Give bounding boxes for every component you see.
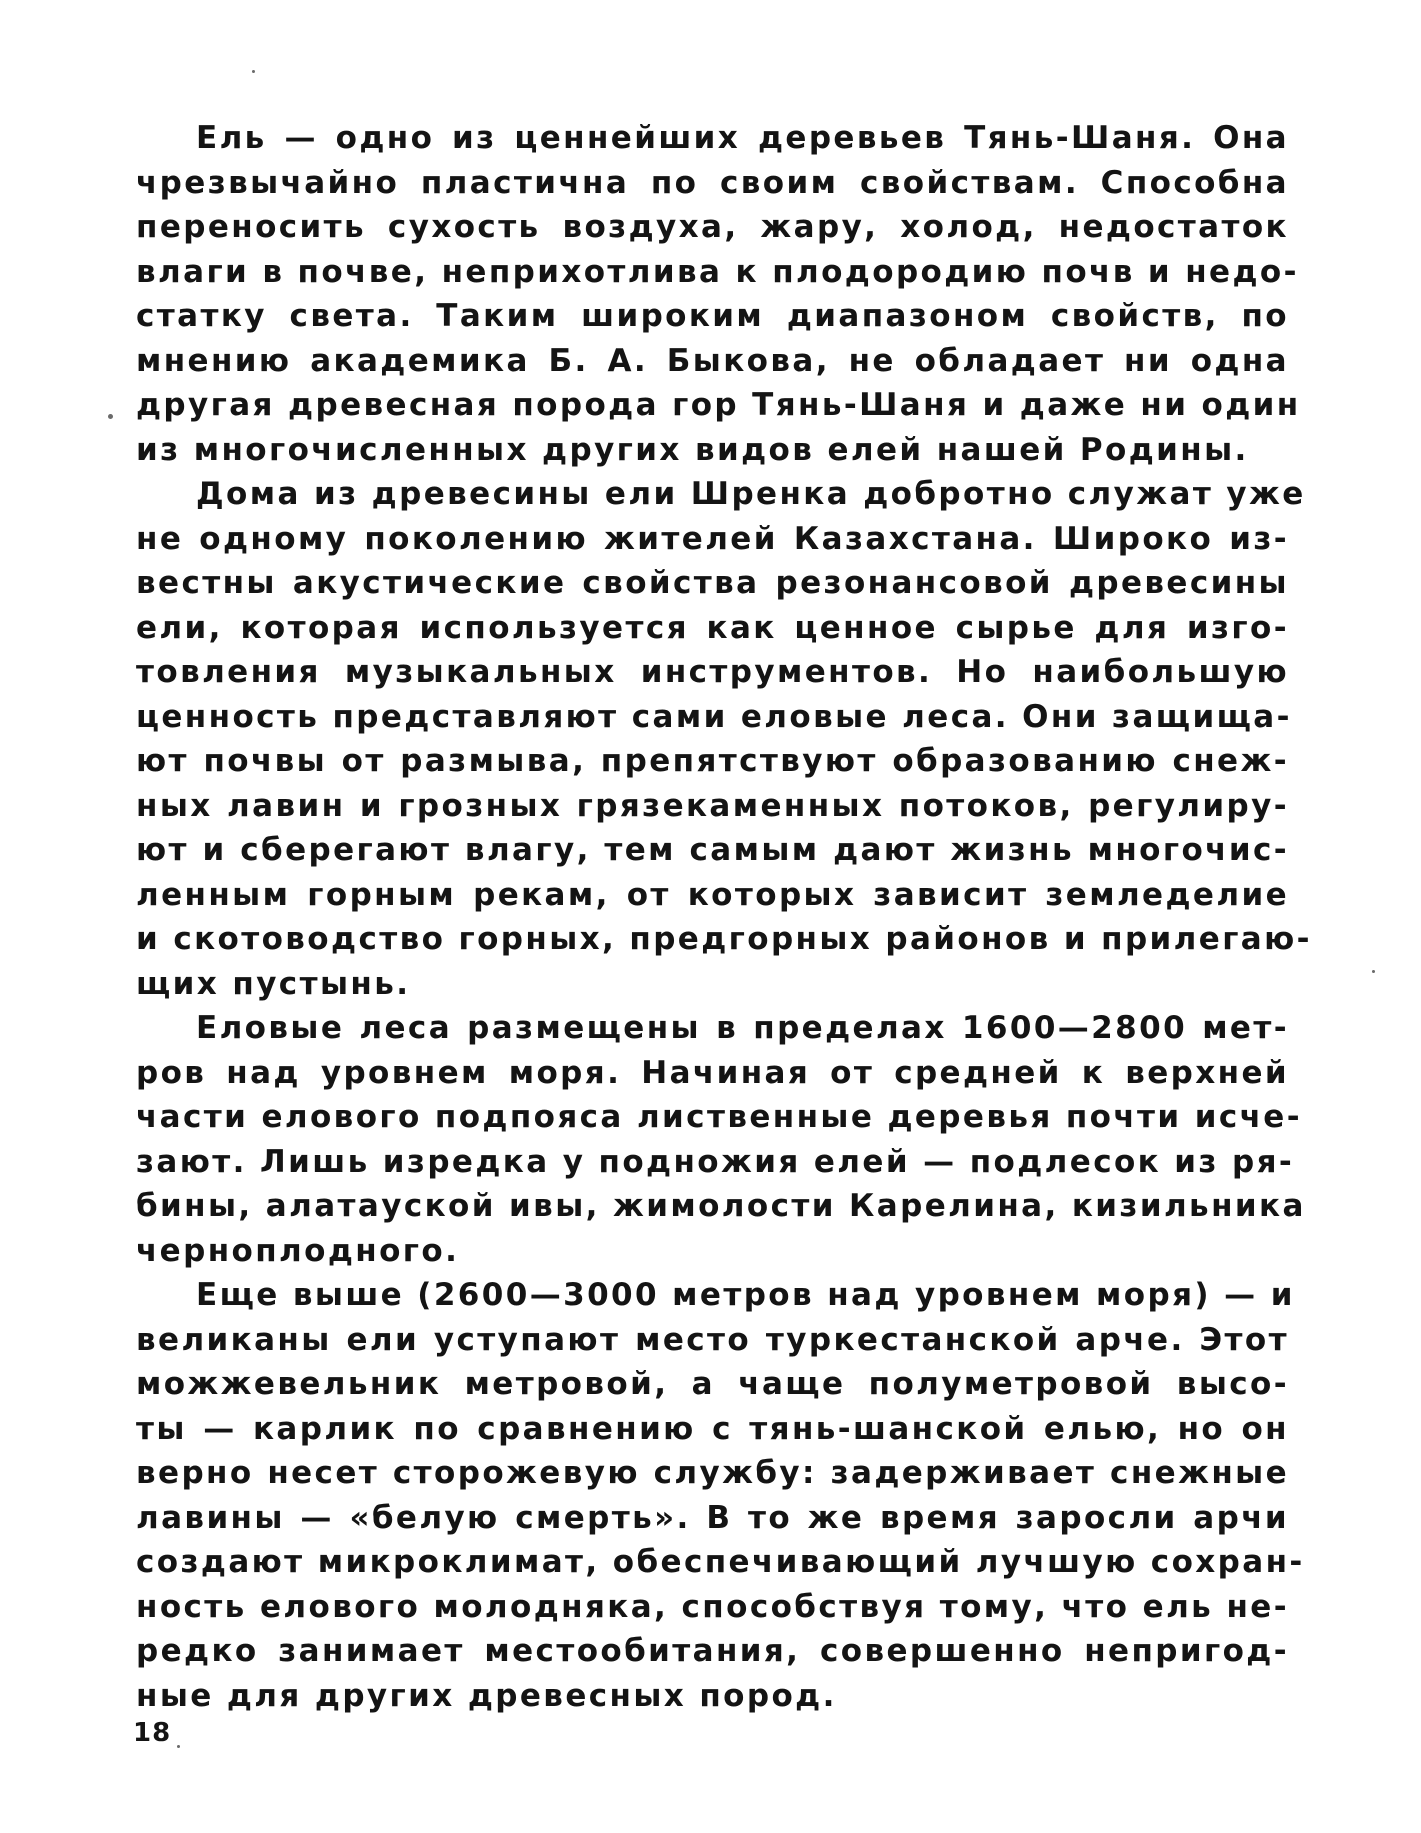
text-line: великаны ели уступают место туркестанской арче. Этот [136, 1321, 1289, 1358]
text-line: ров над уровнем моря. Начиная от средней к верхней [136, 1054, 1289, 1091]
text-line: ные для других древесных пород. [136, 1677, 837, 1714]
text-line: из многочисленных других видов елей нашей Родины. [136, 431, 1249, 468]
text-line: ных лавин и грозных грязекаменных потоков, регулиру- [136, 787, 1289, 824]
text-line: верно несет сторожевую службу: задерживает снежные [136, 1455, 1289, 1491]
scan-speck [108, 414, 113, 419]
paragraph-2 [136, 472, 1312, 1006]
text-line: статку света. Таким широким диапазоном свойств, по [136, 298, 1289, 334]
text-body [136, 116, 1312, 1718]
text-line: другая древесная порода гор Тянь-Шаня и даже ни один [136, 387, 1301, 423]
text-line: Дома из древесины ели Шренка добротно служат уже [196, 476, 1306, 512]
text-line: влаги в почве, неприхотлива к плодородию почв и недо- [136, 253, 1299, 290]
text-line: ты — карлик по сравнению с тянь-шанской елью, но он [136, 1410, 1289, 1447]
text-line: лавины — «белую смерть». В то же время заросли арчи [136, 1499, 1289, 1536]
text-line: можжевельник метровой, а чаще полуметровой высо- [136, 1366, 1289, 1402]
text-line: ленным горным рекам, от которых зависит земледелие [136, 876, 1289, 913]
text-line: ценность представляют сами еловые леса. Они защища- [136, 698, 1292, 735]
text-line: товления музыкальных инструментов. Но наибольшую [136, 654, 1289, 690]
scan-speck [1372, 970, 1375, 973]
text-line: переносить сухость воздуха, жару, холод, недостаток [136, 209, 1289, 245]
text-line: ность елового молодняка, способствуя тому, что ель не- [136, 1588, 1289, 1625]
page-number: 18 [133, 1718, 172, 1748]
scan-speck [252, 70, 255, 73]
text-line: щих пустынь. [136, 965, 411, 1002]
text-line: зают. Лишь изредка у подножия елей — подлесок из ря- [136, 1143, 1295, 1180]
text-line: ют и сберегают влагу, тем самым дают жизнь многочис- [136, 832, 1289, 868]
text-line: Еловые леса размещены в пределах 1600—2800 мет- [196, 1010, 1289, 1046]
text-line: чрезвычайно пластична по своим свойствам. Способна [136, 164, 1289, 201]
text-line: и скотоводство горных, предгорных районов и прилегаю- [136, 921, 1312, 957]
text-line: Еще выше (2600—3000 метров над уровнем моря) — и [196, 1277, 1295, 1313]
text-line: создают микроклимат, обеспечивающий лучшую сохран- [136, 1544, 1305, 1580]
text-line: вестны акустические свойства резонансовой древесины [136, 565, 1289, 601]
text-line: бины, алатауской ивы, жимолости Карелина, кизильника [136, 1188, 1306, 1224]
text-line: мнению академика Б. А. Быкова, не обладает ни одна [136, 342, 1289, 379]
paragraph-4 [136, 1273, 1305, 1718]
paragraph-1 [136, 116, 1301, 472]
text-line: черноплодного. [136, 1232, 460, 1269]
text-line: ели, которая используется как ценное сырье для изго- [136, 609, 1289, 646]
text-line: не одному поколению жителей Казахстана. Широко из- [136, 520, 1289, 557]
text-line: ют почвы от размыва, препятствуют образованию снеж- [136, 743, 1289, 779]
scan-speck [177, 1745, 180, 1748]
text-line: редко занимает местообитания, совершенно непригод- [136, 1633, 1289, 1669]
text-line: части елового подпояса лиственные деревья почти исче- [136, 1099, 1302, 1135]
text-line: Ель — одно из ценнейших деревьев Тянь-Шаня. Она [196, 120, 1289, 156]
paragraph-3 [136, 1006, 1306, 1273]
